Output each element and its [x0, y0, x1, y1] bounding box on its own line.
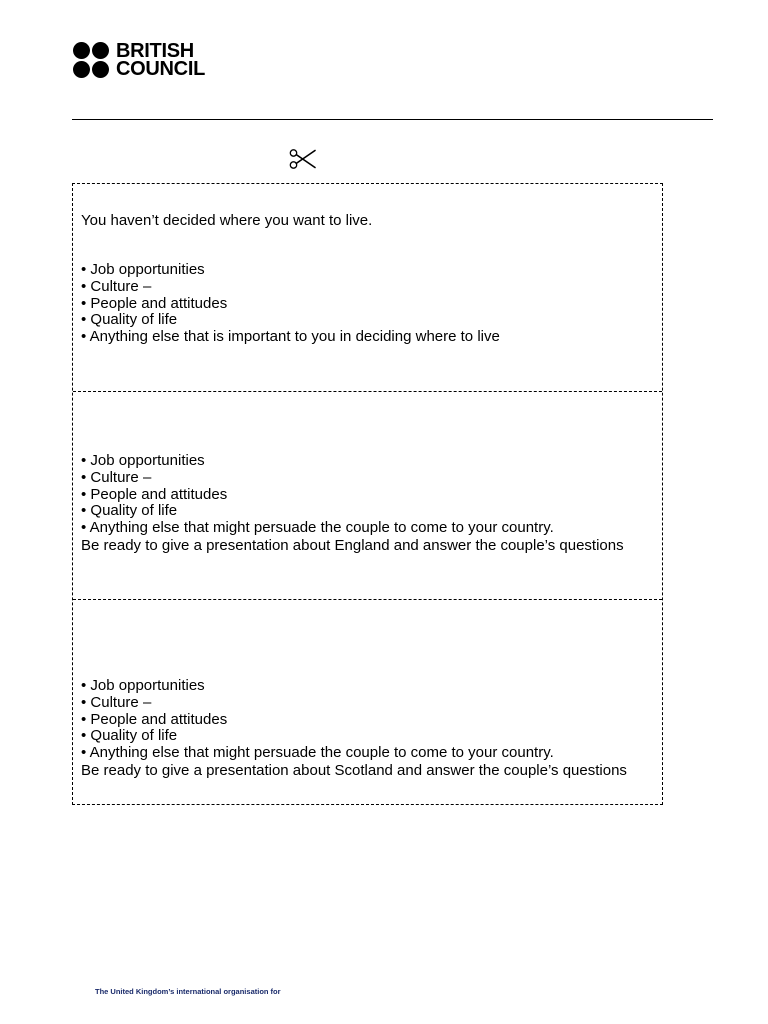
card-bullet: • Anything else that might persuade the couple to come to your country.	[81, 744, 554, 762]
card-bullet: • Anything else that might persuade the couple to come to your country.	[81, 519, 554, 537]
card-bullet: • Quality of life	[81, 502, 178, 520]
logo-wordmark	[116, 42, 205, 78]
logo-dot	[92, 42, 109, 59]
card-bullet: • Quality of life	[81, 727, 178, 745]
card-bullet: • People and attitudes	[81, 485, 228, 503]
card-bullet-list	[81, 678, 554, 762]
header-divider	[72, 119, 713, 120]
card-bullet: • Culture –	[81, 468, 152, 486]
card-bullet-list	[81, 262, 500, 346]
logo-dots-icon	[73, 42, 109, 78]
card-bullet: • Culture –	[81, 693, 152, 711]
card-bullet-list	[81, 453, 554, 537]
role-card-england	[73, 391, 662, 599]
logo-line-2: COUNCIL	[116, 58, 206, 80]
logo-dot	[73, 61, 90, 78]
card-bullet: • Culture –	[81, 277, 152, 295]
card-intro: You haven’t decided where you want to live.	[81, 212, 373, 229]
card-bullet: • Job opportunities	[81, 261, 205, 278]
logo-dot	[73, 42, 90, 59]
british-council-logo	[73, 41, 205, 79]
card-bullet: • People and attitudes	[81, 294, 228, 312]
card-closing: Be ready to give a presentation about England and answer the couple’s questions	[81, 537, 624, 554]
scissors-icon	[288, 146, 318, 172]
footer-tagline: The United Kingdom’s international organisation for	[95, 987, 281, 996]
role-card-1	[73, 184, 662, 391]
logo-dot	[92, 61, 109, 78]
card-bullet: • Quality of life	[81, 311, 178, 329]
card-bullet: • Job opportunities	[81, 452, 205, 469]
card-closing: Be ready to give a presentation about Scotland and answer the couple’s questions	[81, 762, 627, 779]
card-bullet: • Anything else that is important to you in deciding where to live	[81, 328, 500, 346]
role-card-scotland	[73, 599, 662, 804]
logo-line-1: BRITISH	[116, 40, 194, 62]
card-bullet: • People and attitudes	[81, 710, 228, 728]
card-bullet: • Job opportunities	[81, 677, 205, 694]
cut-out-cards	[72, 183, 663, 805]
